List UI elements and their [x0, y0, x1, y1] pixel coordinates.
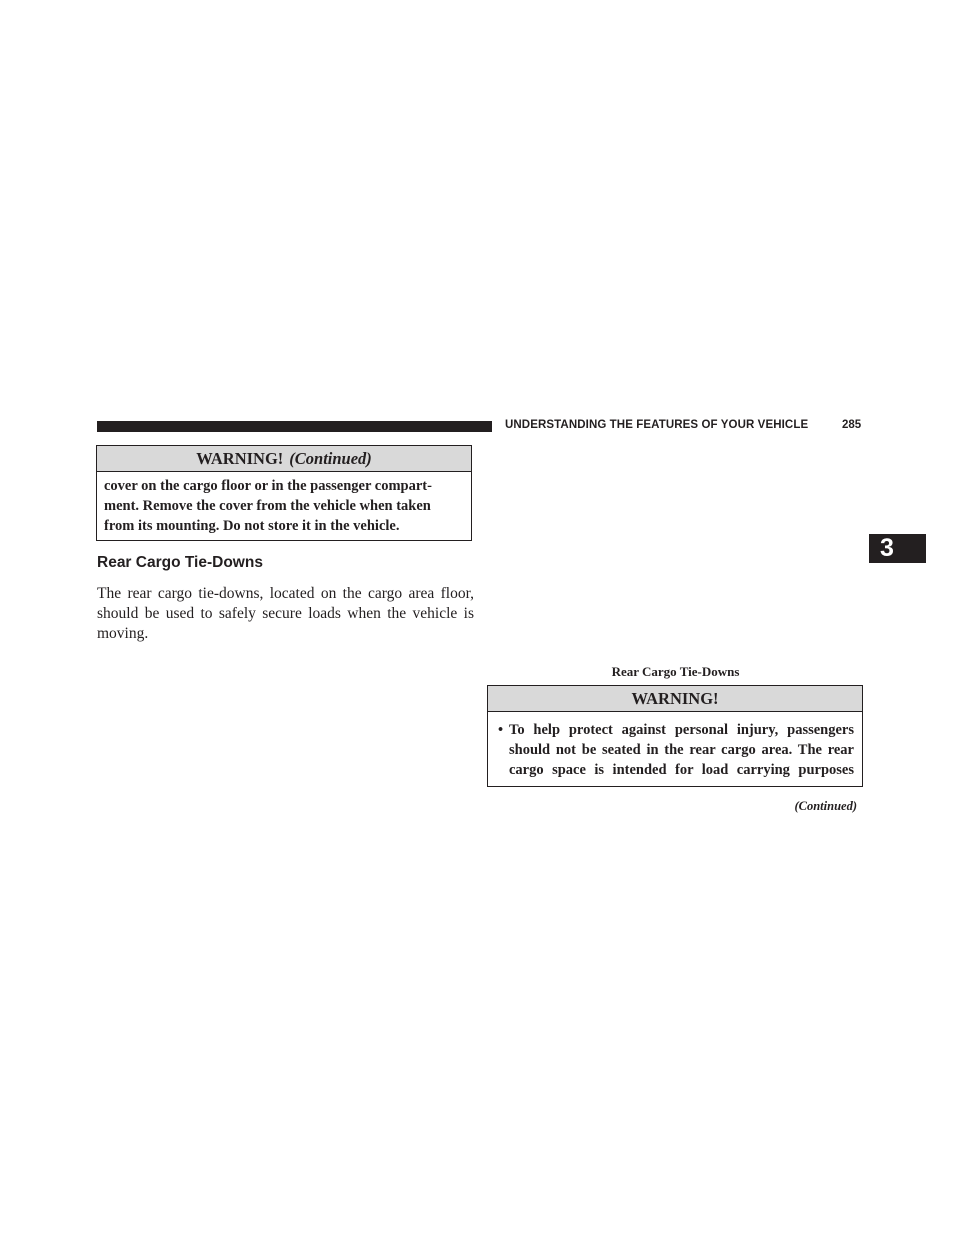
warning-body [97, 472, 471, 536]
warning-header [97, 446, 471, 472]
warning-line: cargo space is intended for load carrying purposes [509, 762, 854, 778]
bullet-icon: • [498, 722, 504, 738]
warning-box [487, 685, 863, 787]
warning-line: should not be seated in the rear cargo area. The rear [509, 742, 854, 758]
header-rule [97, 421, 492, 432]
continued-footer: (Continued) [794, 799, 857, 813]
running-header-title: UNDERSTANDING THE FEATURES OF YOUR VEHICLE [505, 419, 809, 431]
warning-line: ment. Remove the cover from the vehicle when taken [104, 498, 431, 514]
body-paragraph [97, 584, 474, 644]
warning-bullet-item [498, 720, 854, 780]
warning-line: cover on the cargo floor or in the passenger compart- [104, 478, 432, 494]
warning-line: To help protect against personal injury, passengers [509, 722, 854, 738]
warning-body [488, 712, 862, 780]
chapter-tab: 3 [869, 534, 926, 563]
warning-title: WARNING! [631, 689, 719, 708]
bullet-text [509, 720, 854, 780]
warning-continued-label: (Continued) [289, 449, 372, 468]
paragraph-line: should be used to safely secure loads when the vehicle is [97, 605, 474, 622]
warning-title: WARNING! [196, 449, 284, 468]
warning-header [488, 686, 862, 712]
paragraph-line: moving. [97, 625, 149, 642]
paragraph-line: The rear cargo tie-downs, located on the cargo area floor, [97, 585, 474, 602]
figure-caption: Rear Cargo Tie-Downs [611, 664, 740, 679]
warning-box-continued [96, 445, 472, 541]
page-number: 285 [842, 419, 862, 431]
warning-line: from its mounting. Do not store it in the vehicle. [104, 518, 400, 534]
section-heading: Rear Cargo Tie-Downs [97, 554, 263, 571]
